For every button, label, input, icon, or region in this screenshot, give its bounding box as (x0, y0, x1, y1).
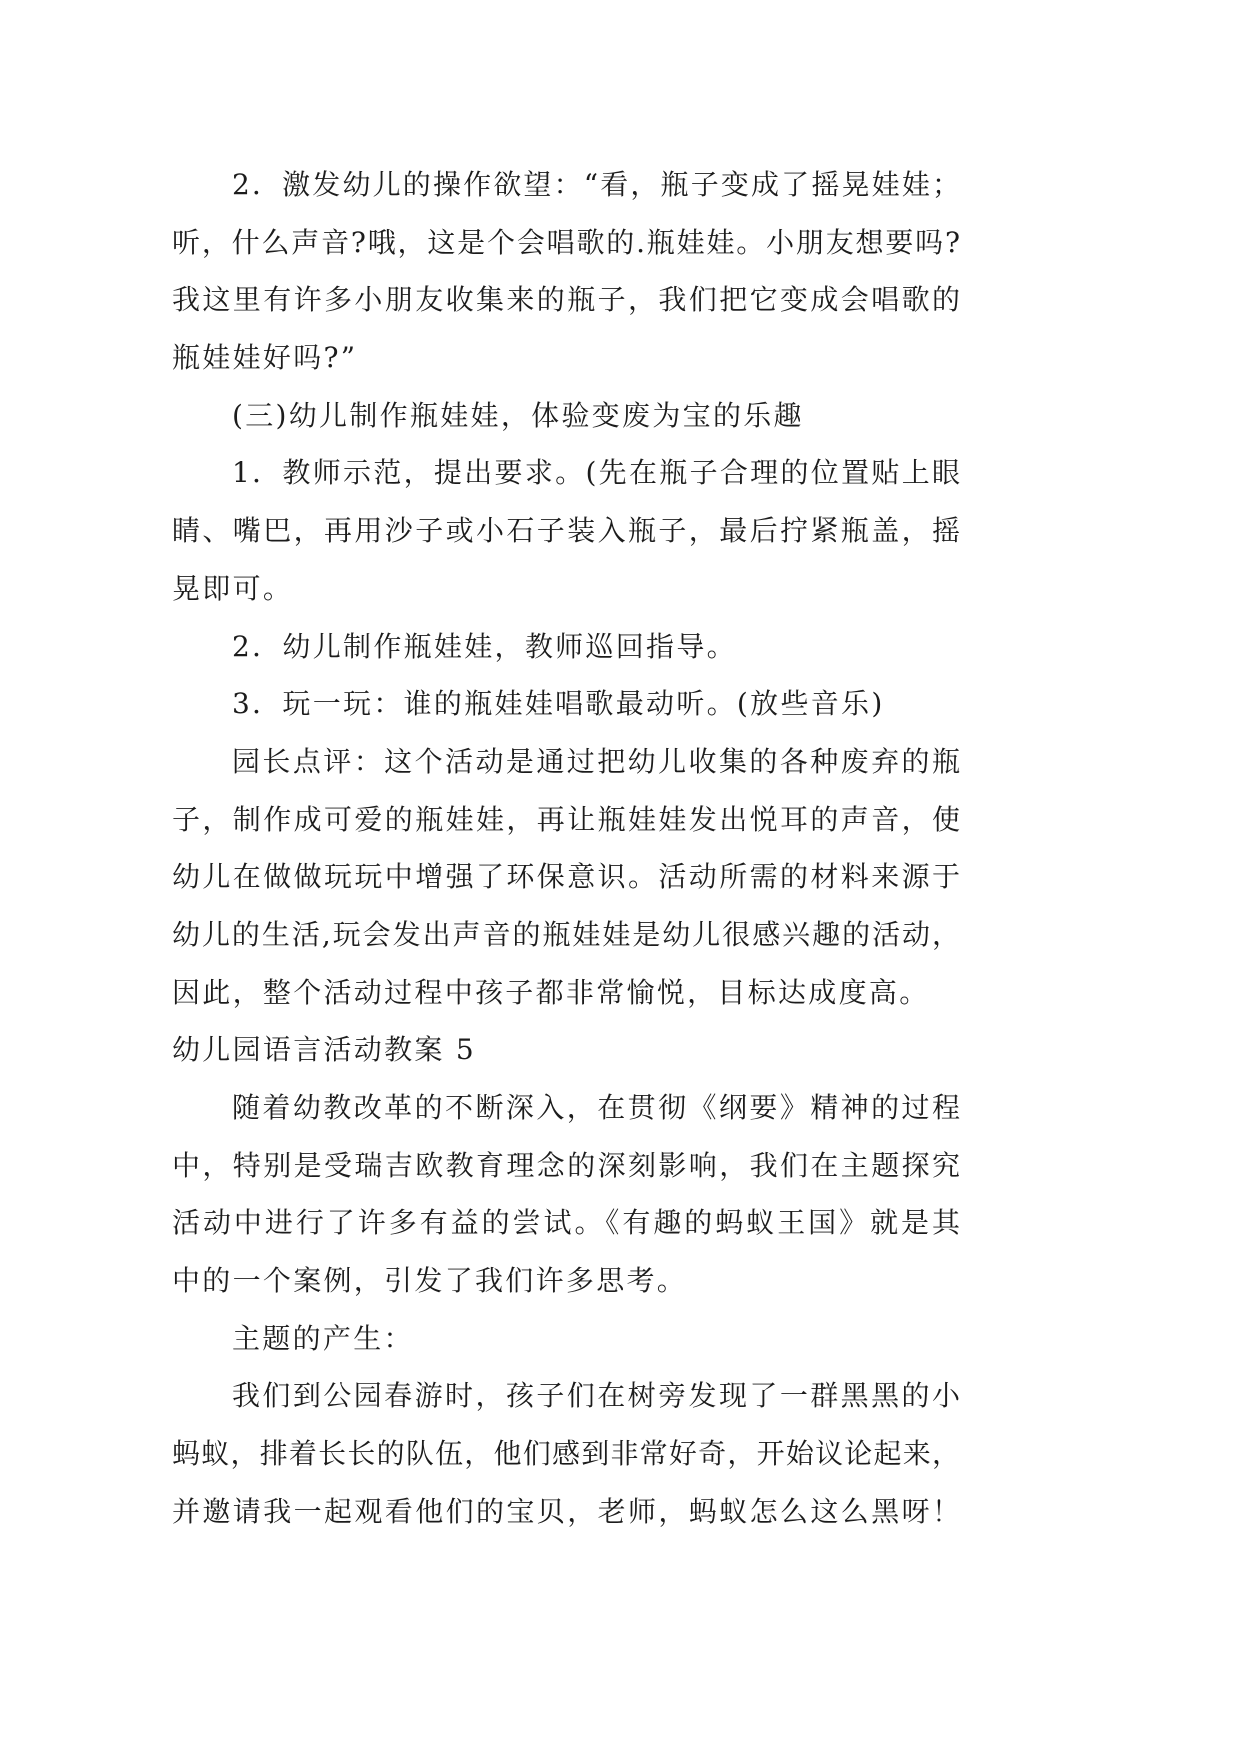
paragraph-line: (三)幼儿制作瓶娃娃，体验变废为宝的乐趣 (232, 398, 804, 432)
paragraph-line: 2．幼儿制作瓶娃娃，教师巡回指导。 (232, 629, 737, 663)
paragraph-line: 1．教师示范，提出要求。(先在瓶子合理的位置贴上眼 (232, 456, 960, 490)
paragraph-line: 活动中进行了许多有益的尝试。《有趣的蚂蚁王国》就是其 (172, 1206, 960, 1240)
paragraph-line: 主题的产生： (232, 1321, 414, 1355)
paragraph-line: 睛、嘴巴，再用沙子或小石子装入瓶子，最后拧紧瓶盖，摇 (172, 514, 960, 548)
paragraph-line: 晃即可。 (172, 571, 294, 605)
paragraph-line: 我们到公园春游时，孩子们在树旁发现了一群黑黑的小 (232, 1379, 960, 1413)
paragraph-line: 随着幼教改革的不断深入，在贯彻《纲要》精神的过程 (232, 1091, 960, 1124)
paragraph-line: 并邀请我一起观看他们的宝贝，老师，蚂蚁怎么这么黑呀！ (172, 1494, 960, 1528)
paragraph-line: 园长点评：这个活动是通过把幼儿收集的各种废弃的瓶 (232, 744, 960, 778)
paragraph-line: 幼儿在做做玩玩中增强了环保意识。活动所需的材料来源于 (172, 860, 960, 894)
paragraph-line: 蚂蚁，排着长长的队伍，他们感到非常好奇，开始议论起来， (172, 1437, 960, 1471)
paragraph-line: 我这里有许多小朋友收集来的瓶子，我们把它变成会唱歌的 (172, 283, 960, 317)
paragraph-line: 2．激发幼儿的操作欲望：“看，瓶子变成了摇晃娃娃； (232, 168, 960, 201)
paragraph-line: 3．玩一玩：谁的瓶娃娃唱歌最动听。(放些音乐) (232, 687, 885, 721)
paragraph-line: 中，特别是受瑞吉欧教育理念的深刻影响，我们在主题探究 (172, 1148, 960, 1182)
paragraph-line: 子，制作成可爱的瓶娃娃，再让瓶娃娃发出悦耳的声音，使 (172, 802, 960, 836)
paragraph-line: 瓶娃娃好吗?” (172, 341, 358, 375)
section-heading: 幼儿园语言活动教案 5 (172, 1033, 477, 1067)
paragraph-line: 幼儿的生活,玩会发出声音的瓶娃娃是幼儿很感兴趣的活动， (172, 917, 960, 951)
paragraph-line: 听，什么声音?哦，这是个会唱歌的.瓶娃娃。小朋友想要吗? (172, 225, 960, 259)
paragraph-line: 因此，整个活动过程中孩子都非常愉悦，目标达成度高。 (172, 975, 930, 1009)
document-body (172, 156, 960, 1541)
paragraph-line: 中的一个案例，引发了我们许多思考。 (172, 1264, 688, 1298)
